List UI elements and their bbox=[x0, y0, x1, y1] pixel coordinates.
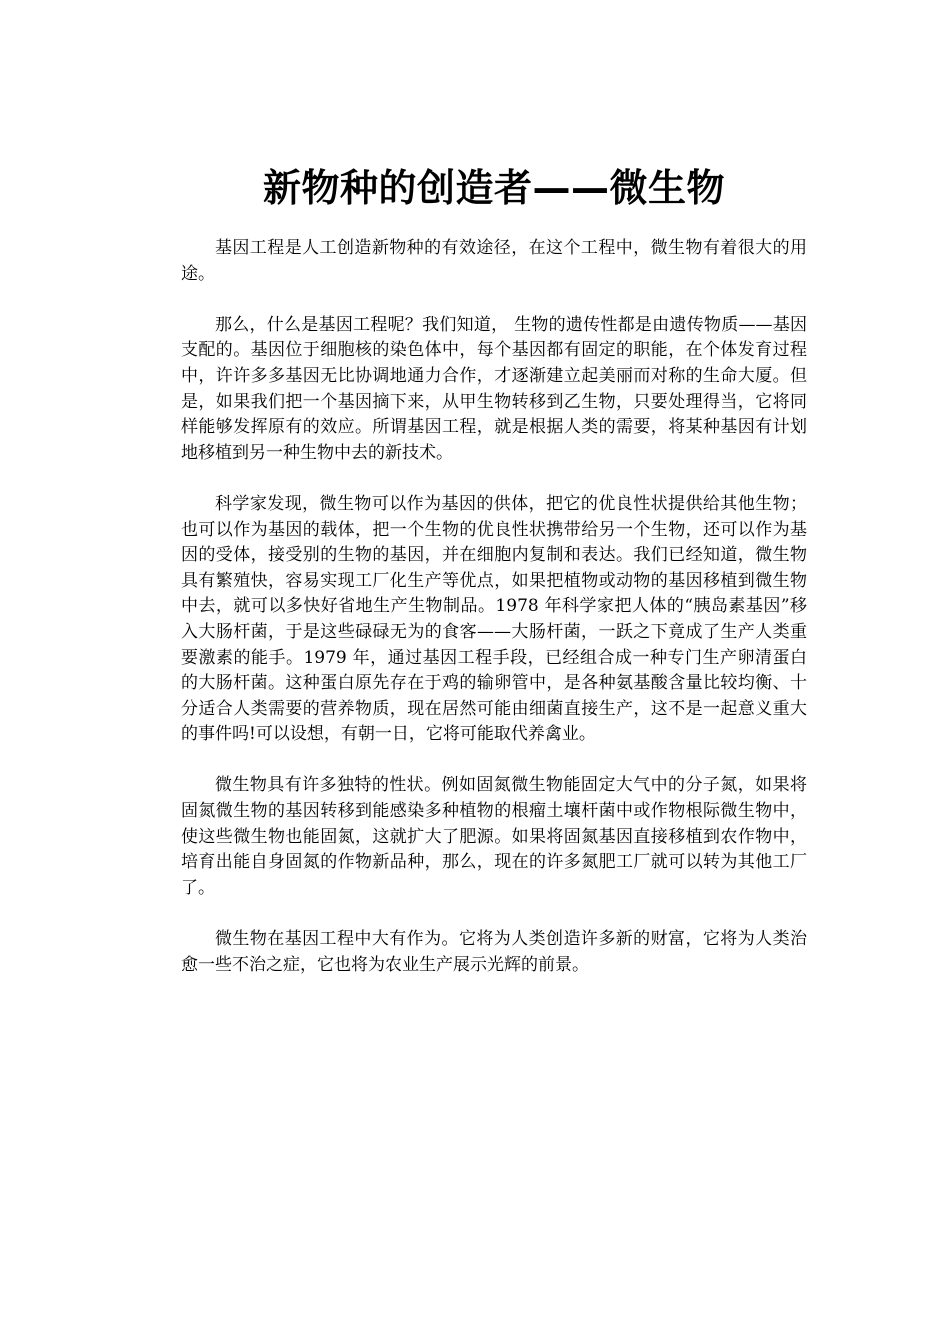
paragraph-3: 科学家发现，微生物可以作为基因的供体，把它的优良性状提供给其他生物；也可以作为基因的载体，把一个生物的优良性状携带给另一个生物，还可以作为基因的受体，接受别的生物的基因，并在细胞内复制和表达。我们已经知道，微生物具有繁殖快，容易实现工厂化生产等优点，如果把植物或动物的基因移植到微生物中去，就可以多快好省地生产生物制品。1978 年科学家把人体的“胰岛素基因”移入大肠杆菌，于是这些碌碌无为的食客——大肠杆菌，一跃之下竟成了生产人类重要激素的能手。1979 年，通过基因工程手段，已经组合成一种专门生产卵清蛋白的大肠杆菌。这种蛋白原先存在于鸡的输卵管中，是各种氨基酸含量比较均衡、十分适合人类需要的营养物质，现在居然可能由细菌直接生产，这不是一起意义重大的事件吗!可以设想，有朝一日，它将可能取代养禽业。 bbox=[181, 493, 807, 745]
paragraph-1: 基因工程是人工创造新物种的有效途径，在这个工程中，微生物有着很大的用途。 bbox=[181, 238, 807, 284]
document-title: 新物种的创造者——微生物 bbox=[262, 166, 725, 210]
document-body bbox=[181, 236, 807, 1004]
paragraph-5: 微生物在基因工程中大有作为。它将为人类创造许多新的财富，它将为人类治愈一些不治之症，它也将为农业生产展示光辉的前景。 bbox=[181, 929, 807, 975]
paragraph-4: 微生物具有许多独特的性状。例如固氮微生物能固定大气中的分子氮，如果将固氮微生物的基因转移到能感染多种植物的根瘤土壤杆菌中或作物根际微生物中，使这些微生物也能固氮，这就扩大了肥源。如果将固氮基因直接移植到农作物中，培育出能自身固氮的作物新品种，那么，现在的许多氮肥工厂就可以转为其他工厂了。 bbox=[181, 775, 807, 898]
paragraph-2: 那么，什么是基因工程呢？我们知道， 生物的遗传性都是由遗传物质——基因支配的。基因位于细胞核的染色体中，每个基因都有固定的职能，在个体发育过程中，许许多多基因无比协调地通力合作，才逐渐建立起美丽而对称的生命大厦。但是，如果我们把一个基因摘下来，从甲生物转移到乙生物，只要处理得当，它将同样能够发挥原有的效应。所谓基因工程，就是根据人类的需要，将某种基因有计划地移植到另一种生物中去的新技术。 bbox=[181, 314, 807, 463]
